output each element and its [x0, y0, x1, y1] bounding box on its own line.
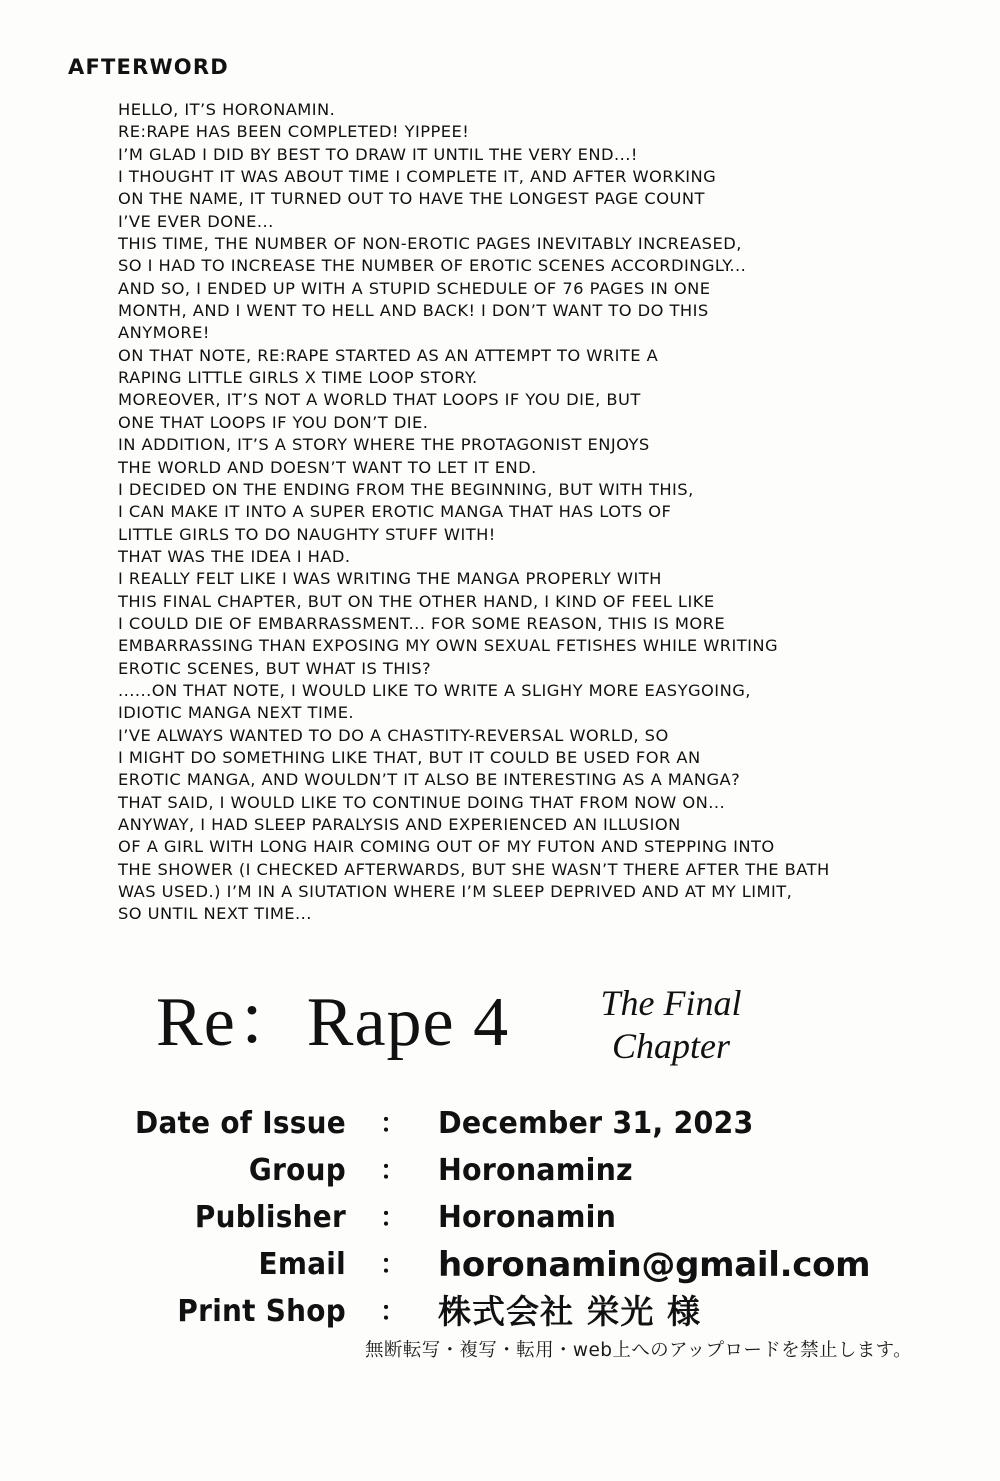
afterword-line: EROTIC SCENES, BUT WHAT IS THIS?: [118, 658, 432, 678]
afterword-line: THIS TIME, THE NUMBER OF NON-EROTIC PAGES INEVITABLY INCREASED,: [118, 234, 742, 254]
afterword-line: I DECIDED ON THE ENDING FROM THE BEGINNING, BUT WITH THIS,: [118, 479, 694, 499]
afterword-line: HELLO, IT’S HORONAMIN.: [118, 100, 336, 119]
afterword-line: LITTLE GIRLS TO DO NAUGHTY STUFF WITH!: [118, 524, 496, 544]
colophon-value: 株式会社 栄光 様: [438, 1292, 701, 1331]
afterword-line: I MIGHT DO SOMETHING LIKE THAT, BUT IT COULD BE USED FOR AN: [118, 747, 701, 767]
afterword-line: THE WORLD AND DOESN’T WANT TO LET IT END.: [118, 457, 537, 477]
afterword-line: I COULD DIE OF EMBARRASSMENT... FOR SOME REASON, THIS IS MORE: [118, 613, 726, 633]
afterword-line: I THOUGHT IT WAS ABOUT TIME I COMPLETE IT, AND AFTER WORKING: [118, 167, 717, 187]
afterword-line: IDIOTIC MANGA NEXT TIME.: [118, 703, 355, 723]
colophon-label: Date of Issue: [135, 1106, 346, 1141]
colophon-row: [0, 1151, 1000, 1198]
afterword-line: OF A GIRL WITH LONG HAIR COMING OUT OF MY FUTON AND STEPPING INTO: [118, 837, 775, 857]
colophon-value: Horonaminz: [438, 1153, 633, 1188]
afterword-line: MONTH, AND I WENT TO HELL AND BACK! I DON’T WANT TO DO THIS: [118, 301, 709, 321]
afterword-body: [118, 99, 918, 926]
colophon-separator: ：: [380, 1109, 407, 1139]
colophon-row: [0, 1198, 1000, 1245]
afterword-line: THIS FINAL CHAPTER, BUT ON THE OTHER HAND, I KIND OF FEEL LIKE: [118, 591, 715, 611]
afterword-line: ONE THAT LOOPS IF YOU DON’T DIE.: [118, 412, 429, 432]
afterword-line: ANYWAY, I HAD SLEEP PARALYSIS AND EXPERIENCED AN ILLUSION: [118, 815, 681, 834]
colophon-row: [0, 1245, 1000, 1292]
colophon-label: Print Shop: [177, 1294, 346, 1329]
afterword-line: ......ON THAT NOTE, I WOULD LIKE TO WRITE A SLIGHY MORE EASYGOING,: [118, 680, 751, 700]
afterword-line: I CAN MAKE IT INTO A SUPER EROTIC MANGA THAT HAS LOTS OF: [118, 502, 672, 522]
afterword-line: EMBARRASSING THAN EXPOSING MY OWN SEXUAL FETISHES WHILE WRITING: [118, 636, 779, 656]
afterword-line: I’VE ALWAYS WANTED TO DO A CHASTITY-REVERSAL WORLD, SO: [118, 725, 669, 745]
colophon-separator: ：: [380, 1203, 407, 1233]
work-subtitle-line-1: The Final: [600, 983, 742, 1023]
afterword-line: MOREOVER, IT’S NOT A WORLD THAT LOOPS IF YOU DIE, BUT: [118, 390, 641, 410]
afterword-line: THAT WAS THE IDEA I HAD.: [118, 546, 351, 566]
colophon-label: Publisher: [194, 1200, 346, 1235]
afterword-line: RE:RAPE HAS BEEN COMPLETED! YIPPEE!: [118, 122, 470, 142]
afterword-line: RAPING LITTLE GIRLS X TIME LOOP STORY.: [118, 368, 478, 388]
afterword-line: ON THAT NOTE, RE:RAPE STARTED AS AN ATTEMPT TO WRITE A: [118, 345, 659, 365]
colophon-value: Horonamin: [438, 1200, 617, 1235]
colophon-separator: ：: [380, 1156, 407, 1186]
afterword-line: I REALLY FELT LIKE I WAS WRITING THE MANGA PROPERLY WITH: [118, 569, 662, 589]
afterword-line: THAT SAID, I WOULD LIKE TO CONTINUE DOING THAT FROM NOW ON...: [118, 792, 726, 812]
colophon-separator: ：: [380, 1250, 407, 1280]
work-title: Re：Rape 4: [156, 984, 510, 1061]
colophon-table: [0, 1104, 1000, 1339]
afterword-line: THE SHOWER (I CHECKED AFTERWARDS, BUT SHE WASN’T THERE AFTER THE BATH: [118, 859, 830, 879]
colophon-label: Group: [248, 1153, 346, 1188]
afterword-line: IN ADDITION, IT’S A STORY WHERE THE PROTAGONIST ENJOYS: [118, 435, 650, 455]
colophon-row: [0, 1292, 1000, 1339]
afterword-line: WAS USED.) I’M IN A SIUTATION WHERE I’M SLEEP DEPRIVED AND AT MY LIMIT,: [118, 882, 793, 902]
colophon-separator: ：: [380, 1297, 407, 1327]
afterword-line: I’VE EVER DONE...: [118, 211, 274, 231]
title-block: [0, 980, 1000, 1090]
colophon-value[interactable]: horonamin@gmail.com: [438, 1245, 871, 1285]
afterword-line: I’M GLAD I DID BY BEST TO DRAW IT UNTIL THE VERY END...!: [118, 144, 638, 164]
colophon-row: [0, 1104, 1000, 1151]
page-title: AFTERWORD: [68, 55, 229, 79]
afterword-line: SO UNTIL NEXT TIME...: [118, 904, 312, 924]
afterword-line: ON THE NAME, IT TURNED OUT TO HAVE THE LONGEST PAGE COUNT: [118, 189, 705, 209]
work-subtitle-line-2: Chapter: [611, 1026, 730, 1066]
afterword-line: AND SO, I ENDED UP WITH A STUPID SCHEDULE OF 76 PAGES IN ONE: [118, 278, 711, 298]
copyright-notice: 無断転写・複写・転用・web上へのアップロードを禁止します。: [365, 1340, 912, 1361]
afterword-line: SO I HAD TO INCREASE THE NUMBER OF EROTIC SCENES ACCORDINGLY...: [118, 256, 747, 276]
colophon-value: December 31, 2023: [438, 1106, 754, 1141]
colophon-label: Email: [258, 1247, 346, 1282]
afterword-line: ANYMORE!: [118, 323, 210, 343]
afterword-line: EROTIC MANGA, AND WOULDN’T IT ALSO BE INTERESTING AS A MANGA?: [118, 770, 741, 790]
work-subtitle: [566, 982, 776, 1068]
